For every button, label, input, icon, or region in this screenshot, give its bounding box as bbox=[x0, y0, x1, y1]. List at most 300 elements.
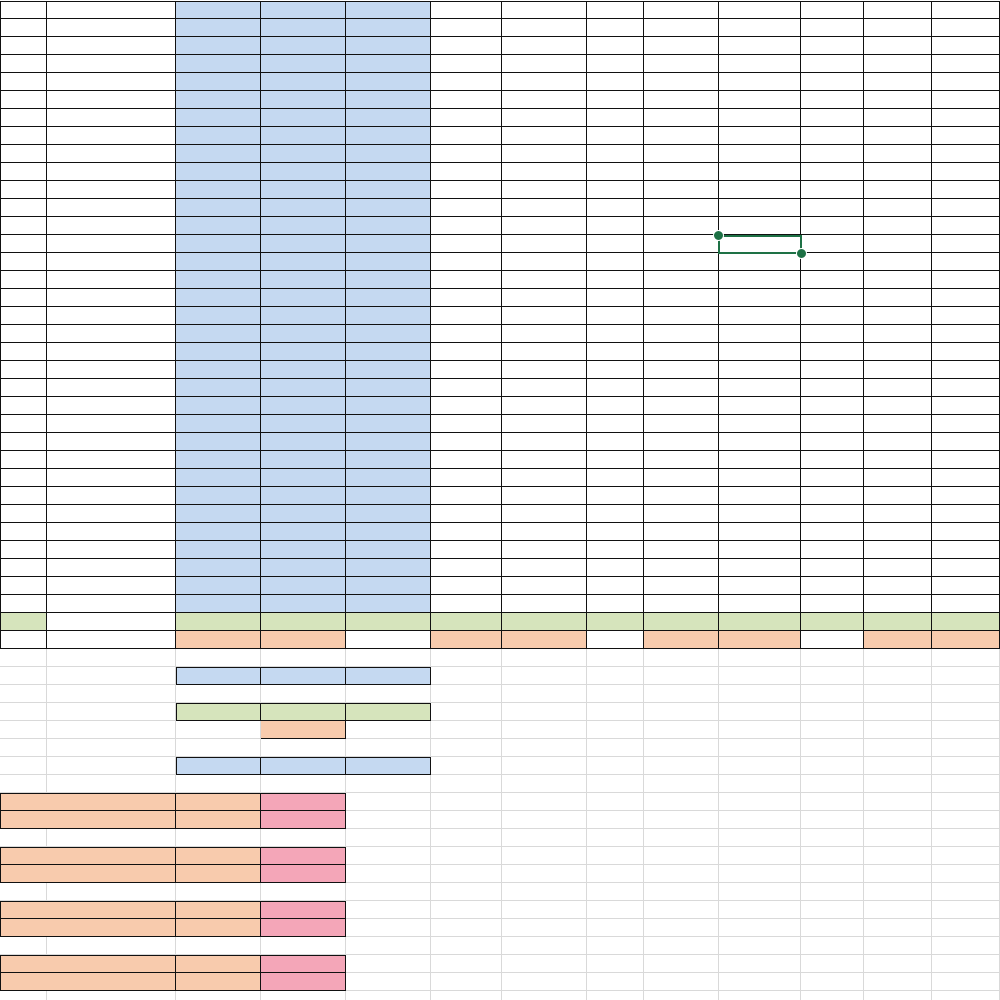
value-cell[interactable] bbox=[176, 523, 261, 541]
customer-code[interactable] bbox=[0, 55, 47, 73]
empty-cell[interactable] bbox=[719, 919, 801, 937]
empty-cell[interactable] bbox=[864, 685, 932, 703]
value-cell[interactable] bbox=[502, 235, 587, 253]
spacer[interactable] bbox=[0, 631, 47, 649]
customer-code[interactable] bbox=[0, 235, 47, 253]
value-cell[interactable] bbox=[176, 595, 261, 613]
empty-cell[interactable] bbox=[864, 739, 932, 757]
empty-cell[interactable] bbox=[431, 685, 502, 703]
customer-code[interactable] bbox=[0, 379, 47, 397]
value-cell[interactable] bbox=[801, 325, 864, 343]
value-cell[interactable] bbox=[502, 577, 587, 595]
value-cell[interactable] bbox=[502, 37, 587, 55]
empty-cell[interactable] bbox=[587, 919, 644, 937]
column-header[interactable] bbox=[801, 1, 864, 19]
customer-name[interactable] bbox=[47, 343, 176, 361]
value-cell[interactable] bbox=[587, 145, 644, 163]
value-cell[interactable] bbox=[431, 451, 502, 469]
value-cell[interactable] bbox=[261, 271, 346, 289]
value-cell[interactable] bbox=[719, 19, 801, 37]
empty-cell[interactable] bbox=[932, 955, 1000, 973]
value-cell[interactable] bbox=[864, 577, 932, 595]
value-cell[interactable] bbox=[261, 361, 346, 379]
empty-cell[interactable] bbox=[932, 739, 1000, 757]
value-cell[interactable] bbox=[932, 55, 1000, 73]
customer-code[interactable] bbox=[0, 541, 47, 559]
column-header[interactable] bbox=[261, 1, 346, 19]
summary-value[interactable] bbox=[176, 865, 261, 883]
value-cell[interactable] bbox=[719, 289, 801, 307]
empty-cell[interactable] bbox=[261, 883, 346, 901]
empty-cell[interactable] bbox=[801, 991, 864, 1000]
value-cell[interactable] bbox=[346, 451, 431, 469]
value-cell[interactable] bbox=[644, 307, 719, 325]
value-cell[interactable] bbox=[176, 91, 261, 109]
value-cell[interactable] bbox=[502, 145, 587, 163]
customer-code[interactable] bbox=[0, 127, 47, 145]
empty-cell[interactable] bbox=[801, 901, 864, 919]
empty-cell[interactable] bbox=[502, 685, 587, 703]
value-cell[interactable] bbox=[801, 415, 864, 433]
q-cell[interactable] bbox=[644, 631, 719, 649]
empty-cell[interactable] bbox=[864, 973, 932, 991]
empty-cell[interactable] bbox=[47, 829, 176, 847]
value-cell[interactable] bbox=[587, 217, 644, 235]
empty-cell[interactable] bbox=[346, 649, 431, 667]
empty-cell[interactable] bbox=[346, 955, 431, 973]
value-cell[interactable] bbox=[431, 199, 502, 217]
q-cell[interactable] bbox=[587, 631, 644, 649]
value-cell[interactable] bbox=[719, 253, 801, 271]
value-cell[interactable] bbox=[801, 559, 864, 577]
value-cell[interactable] bbox=[261, 451, 346, 469]
empty-cell[interactable] bbox=[431, 793, 502, 811]
empty-cell[interactable] bbox=[587, 991, 644, 1000]
ratio2-cell[interactable] bbox=[261, 757, 346, 775]
empty-cell[interactable] bbox=[864, 955, 932, 973]
value-cell[interactable] bbox=[932, 307, 1000, 325]
value-cell[interactable] bbox=[346, 271, 431, 289]
empty-cell[interactable] bbox=[431, 847, 502, 865]
value-cell[interactable] bbox=[431, 289, 502, 307]
value-cell[interactable] bbox=[176, 235, 261, 253]
summary-value[interactable] bbox=[176, 973, 261, 991]
customer-code[interactable] bbox=[0, 451, 47, 469]
customer-code[interactable] bbox=[0, 505, 47, 523]
value-cell[interactable] bbox=[261, 415, 346, 433]
summary-percent[interactable] bbox=[261, 955, 346, 973]
empty-cell[interactable] bbox=[644, 919, 719, 937]
value-cell[interactable] bbox=[587, 181, 644, 199]
empty-cell[interactable] bbox=[932, 973, 1000, 991]
empty-cell[interactable] bbox=[932, 937, 1000, 955]
empty-cell[interactable] bbox=[644, 793, 719, 811]
empty-cell[interactable] bbox=[47, 937, 176, 955]
empty-cell[interactable] bbox=[502, 757, 587, 775]
value-cell[interactable] bbox=[502, 343, 587, 361]
value-cell[interactable] bbox=[587, 433, 644, 451]
summary-value[interactable] bbox=[176, 793, 261, 811]
empty-cell[interactable] bbox=[932, 865, 1000, 883]
empty-cell[interactable] bbox=[644, 865, 719, 883]
value-cell[interactable] bbox=[431, 19, 502, 37]
empty-cell[interactable] bbox=[587, 739, 644, 757]
value-cell[interactable] bbox=[176, 433, 261, 451]
empty-cell[interactable] bbox=[587, 649, 644, 667]
value-cell[interactable] bbox=[176, 397, 261, 415]
empty-cell[interactable] bbox=[587, 955, 644, 973]
empty-cell[interactable] bbox=[346, 721, 431, 739]
column-header[interactable] bbox=[644, 1, 719, 19]
customer-name[interactable] bbox=[47, 325, 176, 343]
empty-cell[interactable] bbox=[0, 739, 47, 757]
value-cell[interactable] bbox=[502, 109, 587, 127]
summary-value[interactable] bbox=[176, 955, 261, 973]
summary-label[interactable] bbox=[0, 919, 176, 937]
empty-cell[interactable] bbox=[431, 757, 502, 775]
empty-cell[interactable] bbox=[932, 847, 1000, 865]
value-cell[interactable] bbox=[864, 397, 932, 415]
value-cell[interactable] bbox=[261, 181, 346, 199]
value-cell[interactable] bbox=[932, 235, 1000, 253]
customer-name[interactable] bbox=[47, 181, 176, 199]
value-cell[interactable] bbox=[801, 73, 864, 91]
value-cell[interactable] bbox=[644, 451, 719, 469]
value-cell[interactable] bbox=[587, 91, 644, 109]
value-cell[interactable] bbox=[587, 559, 644, 577]
value-cell[interactable] bbox=[261, 55, 346, 73]
value-cell[interactable] bbox=[719, 217, 801, 235]
value-cell[interactable] bbox=[932, 253, 1000, 271]
value-cell[interactable] bbox=[587, 523, 644, 541]
value-cell[interactable] bbox=[644, 559, 719, 577]
value-cell[interactable] bbox=[801, 127, 864, 145]
value-cell[interactable] bbox=[431, 541, 502, 559]
empty-cell[interactable] bbox=[587, 937, 644, 955]
empty-cell[interactable] bbox=[261, 739, 346, 757]
quarter-2022-label[interactable] bbox=[47, 631, 176, 649]
value-cell[interactable] bbox=[932, 577, 1000, 595]
value-cell[interactable] bbox=[502, 595, 587, 613]
value-cell[interactable] bbox=[431, 361, 502, 379]
value-cell[interactable] bbox=[431, 505, 502, 523]
customer-name[interactable] bbox=[47, 271, 176, 289]
value-cell[interactable] bbox=[431, 235, 502, 253]
value-cell[interactable] bbox=[644, 433, 719, 451]
value-cell[interactable] bbox=[587, 451, 644, 469]
empty-cell[interactable] bbox=[644, 775, 719, 793]
value-cell[interactable] bbox=[176, 451, 261, 469]
value-cell[interactable] bbox=[176, 145, 261, 163]
value-cell[interactable] bbox=[261, 91, 346, 109]
value-cell[interactable] bbox=[587, 73, 644, 91]
empty-cell[interactable] bbox=[261, 991, 346, 1000]
value-cell[interactable] bbox=[587, 361, 644, 379]
empty-cell[interactable] bbox=[431, 883, 502, 901]
value-cell[interactable] bbox=[346, 379, 431, 397]
value-cell[interactable] bbox=[801, 433, 864, 451]
empty-cell[interactable] bbox=[864, 937, 932, 955]
empty-cell[interactable] bbox=[346, 811, 431, 829]
column-header[interactable] bbox=[502, 1, 587, 19]
value-cell[interactable] bbox=[346, 163, 431, 181]
value-cell[interactable] bbox=[932, 163, 1000, 181]
empty-cell[interactable] bbox=[719, 955, 801, 973]
value-cell[interactable] bbox=[932, 91, 1000, 109]
empty-cell[interactable] bbox=[864, 667, 932, 685]
empty-cell[interactable] bbox=[644, 955, 719, 973]
value-cell[interactable] bbox=[346, 523, 431, 541]
value-cell[interactable] bbox=[346, 307, 431, 325]
value-cell[interactable] bbox=[346, 415, 431, 433]
value-cell[interactable] bbox=[719, 37, 801, 55]
value-cell[interactable] bbox=[719, 307, 801, 325]
value-cell[interactable] bbox=[932, 505, 1000, 523]
empty-cell[interactable] bbox=[346, 991, 431, 1000]
summary-label[interactable] bbox=[0, 811, 176, 829]
empty-cell[interactable] bbox=[932, 703, 1000, 721]
value-cell[interactable] bbox=[801, 181, 864, 199]
empty-cell[interactable] bbox=[346, 829, 431, 847]
empty-cell[interactable] bbox=[587, 865, 644, 883]
empty-cell[interactable] bbox=[801, 757, 864, 775]
value-cell[interactable] bbox=[801, 163, 864, 181]
summary-label[interactable] bbox=[0, 973, 176, 991]
empty-cell[interactable] bbox=[864, 757, 932, 775]
value-cell[interactable] bbox=[261, 325, 346, 343]
empty-cell[interactable] bbox=[47, 739, 176, 757]
value-cell[interactable] bbox=[864, 505, 932, 523]
customer-name[interactable] bbox=[47, 559, 176, 577]
sales-2022-value[interactable] bbox=[801, 613, 864, 631]
customer-code[interactable] bbox=[0, 433, 47, 451]
empty-cell[interactable] bbox=[932, 649, 1000, 667]
value-cell[interactable] bbox=[932, 19, 1000, 37]
empty-cell[interactable] bbox=[801, 955, 864, 973]
empty-cell[interactable] bbox=[932, 775, 1000, 793]
empty-cell[interactable] bbox=[47, 757, 176, 775]
value-cell[interactable] bbox=[719, 181, 801, 199]
value-cell[interactable] bbox=[502, 253, 587, 271]
value-cell[interactable] bbox=[644, 37, 719, 55]
empty-cell[interactable] bbox=[47, 991, 176, 1000]
value-cell[interactable] bbox=[801, 109, 864, 127]
empty-cell[interactable] bbox=[587, 775, 644, 793]
value-cell[interactable] bbox=[719, 199, 801, 217]
empty-cell[interactable] bbox=[431, 973, 502, 991]
value-cell[interactable] bbox=[932, 343, 1000, 361]
selection-handle-left[interactable] bbox=[713, 230, 724, 241]
summary-percent[interactable] bbox=[261, 919, 346, 937]
customer-code[interactable] bbox=[0, 361, 47, 379]
empty-cell[interactable] bbox=[932, 991, 1000, 1000]
empty-cell[interactable] bbox=[864, 991, 932, 1000]
empty-cell[interactable] bbox=[587, 685, 644, 703]
value-cell[interactable] bbox=[261, 595, 346, 613]
empty-cell[interactable] bbox=[932, 793, 1000, 811]
value-cell[interactable] bbox=[502, 415, 587, 433]
value-cell[interactable] bbox=[801, 199, 864, 217]
column-header[interactable] bbox=[431, 1, 502, 19]
empty-cell[interactable] bbox=[864, 865, 932, 883]
column-header[interactable] bbox=[47, 1, 176, 19]
empty-cell[interactable] bbox=[801, 793, 864, 811]
value-cell[interactable] bbox=[346, 487, 431, 505]
value-cell[interactable] bbox=[801, 289, 864, 307]
value-cell[interactable] bbox=[176, 37, 261, 55]
value-cell[interactable] bbox=[864, 541, 932, 559]
value-cell[interactable] bbox=[587, 55, 644, 73]
empty-cell[interactable] bbox=[864, 793, 932, 811]
value-cell[interactable] bbox=[431, 163, 502, 181]
value-cell[interactable] bbox=[587, 397, 644, 415]
value-cell[interactable] bbox=[502, 487, 587, 505]
value-cell[interactable] bbox=[644, 541, 719, 559]
value-cell[interactable] bbox=[864, 289, 932, 307]
empty-cell[interactable] bbox=[176, 883, 261, 901]
summary-label[interactable] bbox=[0, 847, 176, 865]
empty-cell[interactable] bbox=[801, 685, 864, 703]
value-cell[interactable] bbox=[719, 523, 801, 541]
customer-code[interactable] bbox=[0, 343, 47, 361]
value-cell[interactable] bbox=[801, 235, 864, 253]
value-cell[interactable] bbox=[932, 199, 1000, 217]
empty-cell[interactable] bbox=[502, 667, 587, 685]
value-cell[interactable] bbox=[644, 55, 719, 73]
value-cell[interactable] bbox=[502, 181, 587, 199]
sales-2022-value[interactable] bbox=[346, 613, 431, 631]
sales-2023-value[interactable] bbox=[261, 703, 346, 721]
empty-cell[interactable] bbox=[502, 937, 587, 955]
empty-cell[interactable] bbox=[587, 847, 644, 865]
empty-cell[interactable] bbox=[864, 901, 932, 919]
value-cell[interactable] bbox=[644, 73, 719, 91]
value-cell[interactable] bbox=[261, 379, 346, 397]
value-cell[interactable] bbox=[502, 433, 587, 451]
value-cell[interactable] bbox=[502, 307, 587, 325]
empty-cell[interactable] bbox=[502, 721, 587, 739]
value-cell[interactable] bbox=[346, 325, 431, 343]
value-cell[interactable] bbox=[587, 199, 644, 217]
empty-cell[interactable] bbox=[587, 793, 644, 811]
empty-cell[interactable] bbox=[864, 847, 932, 865]
customer-name[interactable] bbox=[47, 127, 176, 145]
value-cell[interactable] bbox=[261, 307, 346, 325]
value-cell[interactable] bbox=[719, 577, 801, 595]
value-cell[interactable] bbox=[176, 469, 261, 487]
empty-cell[interactable] bbox=[719, 775, 801, 793]
value-cell[interactable] bbox=[932, 217, 1000, 235]
customer-name[interactable] bbox=[47, 55, 176, 73]
empty-cell[interactable] bbox=[719, 739, 801, 757]
value-cell[interactable] bbox=[502, 541, 587, 559]
sales-2022-value[interactable] bbox=[502, 613, 587, 631]
value-cell[interactable] bbox=[932, 379, 1000, 397]
customer-code[interactable] bbox=[0, 163, 47, 181]
value-cell[interactable] bbox=[801, 37, 864, 55]
customer-code[interactable] bbox=[0, 307, 47, 325]
summary-percent[interactable] bbox=[261, 793, 346, 811]
value-cell[interactable] bbox=[719, 325, 801, 343]
value-cell[interactable] bbox=[644, 325, 719, 343]
value-cell[interactable] bbox=[346, 433, 431, 451]
value-cell[interactable] bbox=[864, 91, 932, 109]
value-cell[interactable] bbox=[261, 577, 346, 595]
q4-2022-total[interactable] bbox=[932, 631, 1000, 649]
value-cell[interactable] bbox=[346, 235, 431, 253]
customer-code[interactable] bbox=[0, 397, 47, 415]
empty-cell[interactable] bbox=[0, 685, 47, 703]
customer-name[interactable] bbox=[47, 235, 176, 253]
value-cell[interactable] bbox=[587, 595, 644, 613]
empty-cell[interactable] bbox=[502, 793, 587, 811]
value-cell[interactable] bbox=[864, 73, 932, 91]
empty-cell[interactable] bbox=[431, 703, 502, 721]
empty-cell[interactable] bbox=[644, 757, 719, 775]
value-cell[interactable] bbox=[644, 289, 719, 307]
value-cell[interactable] bbox=[587, 541, 644, 559]
empty-cell[interactable] bbox=[346, 865, 431, 883]
value-cell[interactable] bbox=[719, 55, 801, 73]
q-cell[interactable] bbox=[431, 631, 502, 649]
value-cell[interactable] bbox=[644, 343, 719, 361]
value-cell[interactable] bbox=[502, 451, 587, 469]
value-cell[interactable] bbox=[644, 235, 719, 253]
empty-cell[interactable] bbox=[176, 685, 261, 703]
value-cell[interactable] bbox=[502, 325, 587, 343]
empty-cell[interactable] bbox=[644, 991, 719, 1000]
value-cell[interactable] bbox=[176, 199, 261, 217]
value-cell[interactable] bbox=[801, 595, 864, 613]
empty-cell[interactable] bbox=[346, 739, 431, 757]
value-cell[interactable] bbox=[644, 91, 719, 109]
value-cell[interactable] bbox=[431, 469, 502, 487]
value-cell[interactable] bbox=[801, 55, 864, 73]
value-cell[interactable] bbox=[644, 217, 719, 235]
empty-cell[interactable] bbox=[0, 937, 47, 955]
value-cell[interactable] bbox=[261, 289, 346, 307]
value-cell[interactable] bbox=[587, 577, 644, 595]
value-cell[interactable] bbox=[864, 433, 932, 451]
empty-cell[interactable] bbox=[719, 991, 801, 1000]
value-cell[interactable] bbox=[587, 379, 644, 397]
column-header[interactable] bbox=[587, 1, 644, 19]
value-cell[interactable] bbox=[176, 541, 261, 559]
value-cell[interactable] bbox=[346, 109, 431, 127]
empty-cell[interactable] bbox=[346, 973, 431, 991]
customer-code[interactable] bbox=[0, 577, 47, 595]
sales-2022-value[interactable] bbox=[176, 613, 261, 631]
quarter-2023-label[interactable] bbox=[47, 721, 176, 739]
value-cell[interactable] bbox=[719, 469, 801, 487]
value-cell[interactable] bbox=[176, 55, 261, 73]
empty-cell[interactable] bbox=[0, 721, 47, 739]
value-cell[interactable] bbox=[864, 595, 932, 613]
value-cell[interactable] bbox=[431, 307, 502, 325]
customer-name[interactable] bbox=[47, 505, 176, 523]
empty-cell[interactable] bbox=[644, 739, 719, 757]
empty-cell[interactable] bbox=[719, 685, 801, 703]
value-cell[interactable] bbox=[587, 163, 644, 181]
value-cell[interactable] bbox=[587, 343, 644, 361]
value-cell[interactable] bbox=[864, 199, 932, 217]
value-cell[interactable] bbox=[346, 577, 431, 595]
empty-cell[interactable] bbox=[431, 955, 502, 973]
value-cell[interactable] bbox=[719, 271, 801, 289]
value-cell[interactable] bbox=[932, 37, 1000, 55]
value-cell[interactable] bbox=[932, 145, 1000, 163]
sales-2023-value[interactable] bbox=[346, 703, 431, 721]
